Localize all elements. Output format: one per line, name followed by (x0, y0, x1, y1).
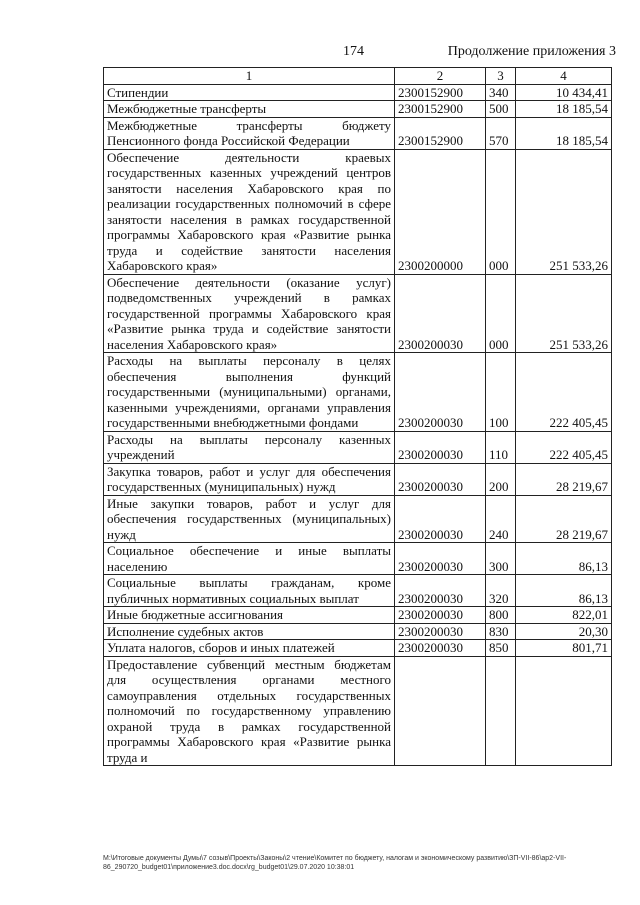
row-amount-cell: 822,01 (516, 607, 612, 624)
table-header-row (104, 68, 612, 85)
row-name-cell: Иные закупки товаров, работ и услуг для обеспечения государственных (муниципальных) нужд (104, 495, 395, 543)
column-header: 2 (395, 68, 486, 85)
row-amount-cell: 251 533,26 (516, 274, 612, 353)
row-amount-cell: 18 185,54 (516, 117, 612, 149)
table-row (104, 607, 612, 624)
row-code-cell: 2300200000 (395, 149, 486, 274)
row-type-cell: 110 (486, 431, 516, 463)
table-row (104, 84, 612, 101)
column-header: 4 (516, 68, 612, 85)
row-code-cell: 2300200030 (395, 607, 486, 624)
row-code-cell: 2300200030 (395, 495, 486, 543)
table-row (104, 149, 612, 274)
row-amount-cell: 222 405,45 (516, 353, 612, 432)
row-code-cell: 2300200030 (395, 575, 486, 607)
row-name-cell: Расходы на выплаты персоналу казенных учреждений (104, 431, 395, 463)
table-row (104, 463, 612, 495)
row-amount-cell: 10 434,41 (516, 84, 612, 101)
row-code-cell: 2300200030 (395, 543, 486, 575)
row-code-cell (395, 656, 486, 766)
row-code-cell: 2300200030 (395, 623, 486, 640)
row-code-cell: 2300200030 (395, 640, 486, 657)
row-amount-cell: 222 405,45 (516, 431, 612, 463)
row-name-cell: Расходы на выплаты персоналу в целях обеспечения выполнения функций государственными (муниципальными) органами, казенными учреждениями, органами управления государственными внебюджетными фондами (104, 353, 395, 432)
row-type-cell: 800 (486, 607, 516, 624)
row-amount-cell: 86,13 (516, 575, 612, 607)
row-amount-cell: 28 219,67 (516, 495, 612, 543)
row-type-cell: 300 (486, 543, 516, 575)
column-header: 3 (486, 68, 516, 85)
row-type-cell: 240 (486, 495, 516, 543)
row-name-cell: Закупка товаров, работ и услуг для обеспечения государственных (муниципальных) нужд (104, 463, 395, 495)
column-header: 1 (104, 68, 395, 85)
row-amount-cell: 20,30 (516, 623, 612, 640)
row-type-cell: 000 (486, 274, 516, 353)
page-number: 174 (343, 44, 364, 59)
row-code-cell: 2300200030 (395, 274, 486, 353)
row-name-cell: Обеспечение деятельности краевых государственных казенных учреждений центров занятости населения Хабаровского края по реализации государственных полномочий в сфере занятости населения в рамках государственной программы Хабаровского края «Развитие рынка труда и содействие занятости населения Хабаровского края» (104, 149, 395, 274)
table-row (104, 353, 612, 432)
row-type-cell: 320 (486, 575, 516, 607)
row-type-cell (486, 656, 516, 766)
budget-table (103, 67, 612, 766)
row-code-cell: 2300200030 (395, 463, 486, 495)
row-amount-cell: 86,13 (516, 543, 612, 575)
file-path-footer (103, 854, 613, 872)
row-amount-cell: 28 219,67 (516, 463, 612, 495)
row-type-cell: 000 (486, 149, 516, 274)
row-amount-cell (516, 656, 612, 766)
row-name-cell: Предоставление субвенций местным бюджетам для осуществления органами местного самоуправления отдельных государственных полномочий по государственному управлению охраной труда в рамках государственной программы Хабаровского края «Развитие рынка труда и (104, 656, 395, 766)
table-row (104, 543, 612, 575)
row-type-cell: 500 (486, 101, 516, 118)
row-code-cell: 2300152900 (395, 101, 486, 118)
table-row (104, 101, 612, 118)
file-path-line: 86_290720_budget01\приложение3.doc.docx\rg_budget01\29.07.2020 10:38:01 (103, 864, 355, 871)
row-name-cell: Уплата налогов, сборов и иных платежей (104, 640, 395, 657)
table-row (104, 640, 612, 657)
table-row (104, 656, 612, 766)
table-row (104, 495, 612, 543)
row-type-cell: 100 (486, 353, 516, 432)
file-path-line: M:\Итоговые документы Думы\7 созыв\Проекты\Законы\2 чтение\Комитет по бюджету, налогам и экономическому развитию\ЗП-VII-86\ap2-VII- (103, 855, 567, 862)
row-name-cell: Исполнение судебных актов (104, 623, 395, 640)
table-row (104, 117, 612, 149)
row-name-cell: Обеспечение деятельности (оказание услуг) подведомственных учреждений в рамках государственной программы Хабаровского края «Развитие рынка труда и содействие занятости населения Хабаровского края» (104, 274, 395, 353)
row-name-cell: Социальное обеспечение и иные выплаты населению (104, 543, 395, 575)
row-name-cell: Межбюджетные трансферты бюджету Пенсионного фонда Российской Федерации (104, 117, 395, 149)
row-code-cell: 2300152900 (395, 117, 486, 149)
table-row (104, 274, 612, 353)
row-name-cell: Стипендии (104, 84, 395, 101)
row-code-cell: 2300200030 (395, 353, 486, 432)
row-type-cell: 850 (486, 640, 516, 657)
row-name-cell: Межбюджетные трансферты (104, 101, 395, 118)
row-name-cell: Социальные выплаты гражданам, кроме публичных нормативных социальных выплат (104, 575, 395, 607)
row-type-cell: 200 (486, 463, 516, 495)
row-code-cell: 2300152900 (395, 84, 486, 101)
table-row (104, 623, 612, 640)
table-row (104, 431, 612, 463)
table-row (104, 575, 612, 607)
continuation-label: Продолжение приложения 3 (447, 44, 616, 59)
row-type-cell: 340 (486, 84, 516, 101)
row-type-cell: 570 (486, 117, 516, 149)
row-amount-cell: 18 185,54 (516, 101, 612, 118)
row-amount-cell: 251 533,26 (516, 149, 612, 274)
row-amount-cell: 801,71 (516, 640, 612, 657)
row-code-cell: 2300200030 (395, 431, 486, 463)
row-name-cell: Иные бюджетные ассигнования (104, 607, 395, 624)
row-type-cell: 830 (486, 623, 516, 640)
